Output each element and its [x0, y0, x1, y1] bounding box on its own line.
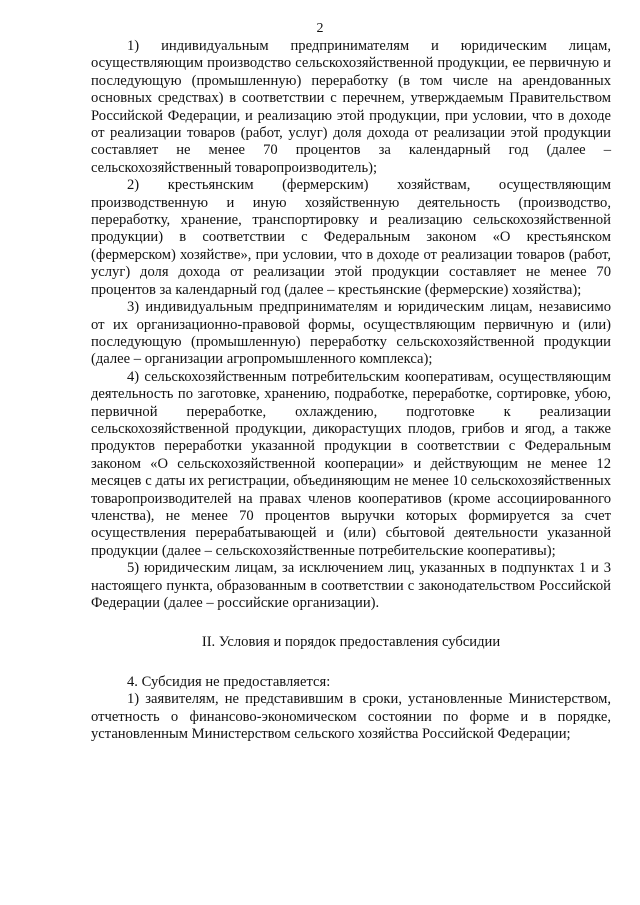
paragraph-item-4: 4) сельскохозяйственным потребительским кооперативам, осуществляющим деятельность по заготовке, хранению, подработке, переработке, сортировке, убою, первичной переработке, охлаждению, подготовке к реализации сельскохозяйственной продукции, дикорастущих плодов, грибов и ягод, а также продуктов переработки указанной продукции в соответствии с Федеральным законом «О сельскохозяйственной кооперации» и действующим не менее 12 месяцев с даты их регистрации, объединяющим не менее 10 сельскохозяйственных товаропроизводителей на правах членов кооперативов (кроме ассоциированного членства), не менее 70 процентов выручки которых формируется за счет осуществления перерабатывающей и (или) сбытовой деятельности указанной продукции (далее – сельскохозяйственные потребительские кооперативы); [91, 368, 611, 559]
page-number: 2 [316, 21, 324, 36]
section-heading: II. Условия и порядок предоставления субсидии [201, 634, 501, 651]
paragraph-item-5: 5) юридическим лицам, за исключением лиц, указанных в подпунктах 1 и 3 настоящего пункта, образованным в соответствии с законодательством Российской Федерации (далее – российские организации). [91, 560, 611, 611]
paragraph-item-2: 2) крестьянским (фермерским) хозяйствам, осуществляющим производственную и иную хозяйственную деятельность (производство, переработку, хранение, транспортировку и реализацию сельскохозяйственной продукции) в соответствии с Федеральным законом «О крестьянском (фермерском) хозяйстве», при условии, что в доходе от реализации товаров (работ, услуг) доля дохода от реализации этой продукции составляет не менее 70 процентов за календарный год (далее – крестьянские (фермерские) хозяйства); [91, 177, 611, 298]
paragraph-item-1: 1) индивидуальным предпринимателям и юридическим лицам, осуществляющим производство сельскохозяйственной продукции, ее первичную и последующую (промышленную) переработку (в том числе на арендованных основных средствах) в соответствии с перечнем, утверждаемым Правительством Российской Федерации, и реализацию этой продукции, при условии, что в доходе от реализации товаров (работ, услуг) доля дохода от реализации этой продукции составляет не менее 70 процентов за календарный год (далее – сельскохозяйственный товаропроизводитель); [91, 38, 611, 176]
paragraph-clause-4: 4. Субсидия не предоставляется: [127, 673, 331, 690]
paragraph-clause-4-item-1: 1) заявителям, не представившим в сроки, установленные Министерством, отчетность о финансово-экономическом состоянии по форме и в порядке, установленным Министерством сельского хозяйства Российской Федерации; [91, 691, 611, 743]
paragraph-item-3: 3) индивидуальным предпринимателям и юридическим лицам, независимо от их организационно-правовой формы, осуществляющим первичную и (или) последующую (промышленную) переработку сельскохозяйственной продукции (далее – организации агропромышленного комплекса); [91, 299, 611, 368]
document-body [91, 38, 611, 743]
